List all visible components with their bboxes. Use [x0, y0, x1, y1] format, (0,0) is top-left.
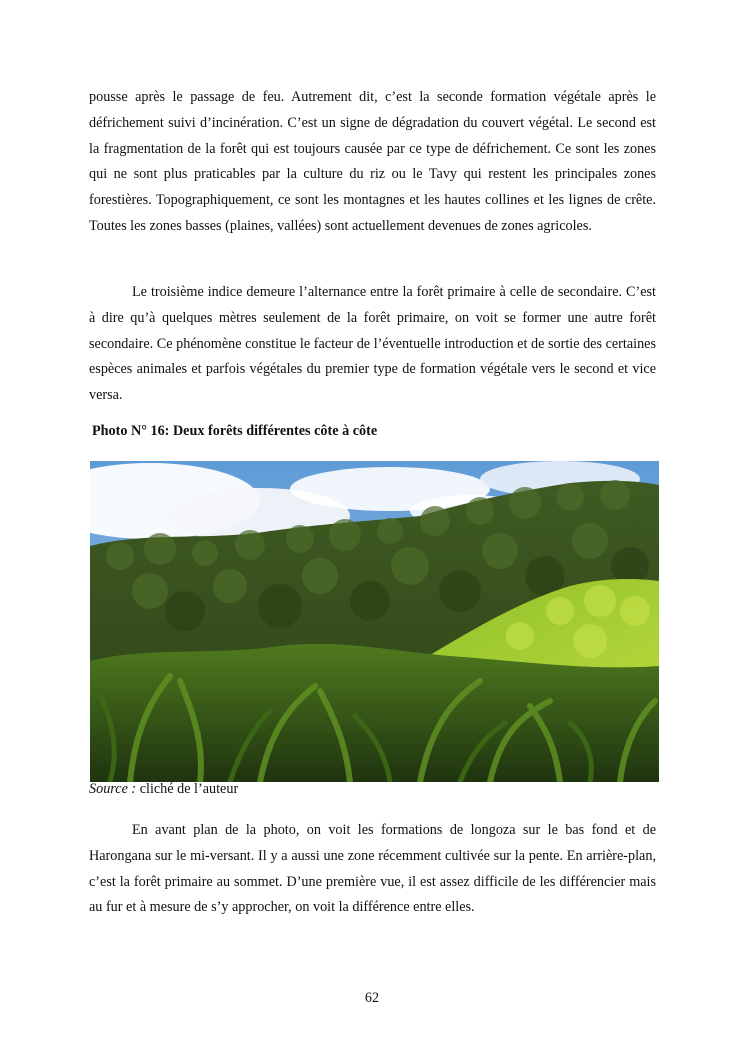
paragraph-3: En avant plan de la photo, on voit les formations de longoza sur le bas fond et de Harongana sur le mi-versant. Il y a aussi une zone récemment cultivée sur la pente. En arrière-plan, c’est la forêt primaire au sommet. D’une première vue, il est assez difficile de les différencier mais au fur et à mesure de s’y approcher, on voit la différence entre elles.: [89, 822, 656, 916]
photo-source: [89, 781, 238, 798]
source-text: cliché de l’auteur: [136, 781, 239, 797]
paragraph-1: pousse après le passage de feu. Autrement dit, c’est la seconde formation végétale après le défrichement suivi d’incinération. C’est un signe de dégradation du couvert végétal. Le second est la fragmentation de la forêt qui est toujours causée par ce type de défrichement. Ce sont les zones qui ne sont plus praticables par la culture du riz ou le Tavy qui restent les principales zones forestières. Topographiquement, ce sont les montagnes et les hautes collines et les lignes de crête. Toutes les zones basses (plaines, vallées) sont actuellement devenues de zones agricoles.: [89, 89, 656, 234]
source-label: Source :: [89, 781, 137, 797]
paragraph-2: Le troisième indice demeure l’alternance entre la forêt primaire à celle de secondaire. C’est à dire qu’à quelques mètres seulement de la forêt primaire, on voit se former une autre forêt secondaire. Ce phénomène constitue le facteur de l’éventuelle introduction et de sortie des certaines espèces animales et parfois végétales du premier type de formation végétale vers le second et vice versa.: [89, 284, 656, 404]
photo-caption: Photo N° 16: Deux forêts différentes côte à côte: [92, 423, 378, 439]
page-number: 62: [364, 990, 380, 1006]
forest-photo: [90, 461, 659, 782]
